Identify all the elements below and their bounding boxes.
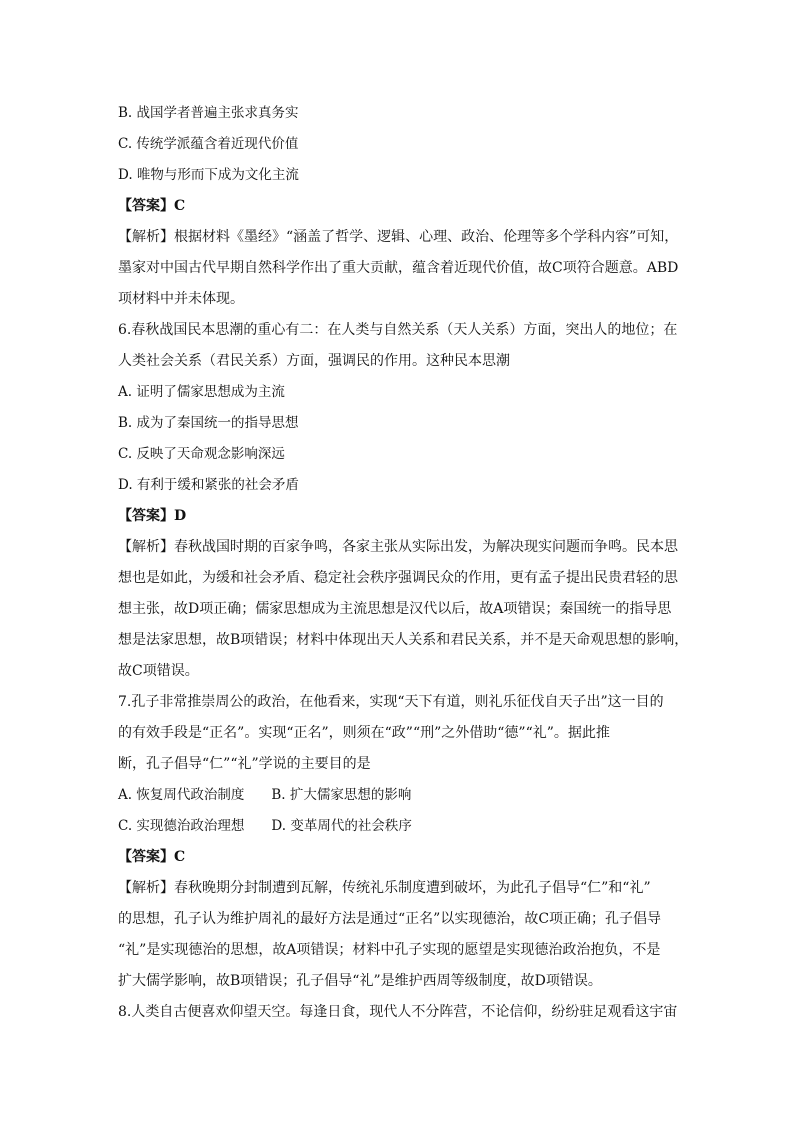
option-d: D. 唯物与形而下成为文化主流 (118, 167, 299, 183)
answer-7: 【答案】C (118, 849, 186, 865)
analysis-7-line-2: 的思想，孔子认为维护周礼的最好方法是通过“正名”以实现德治，故C项正确；孔子倡导 (118, 911, 662, 927)
question-7-line-3: 断，孔子倡导“仁”“礼”学说的主要目的是 (118, 756, 371, 772)
question-6-line-2: 人类社会关系（君民关系）方面，强调民的作用。这种民本思潮 (118, 353, 510, 369)
option-a: A. 证明了儒家思想成为主流 (118, 384, 285, 400)
analysis-7-line-1: 【解析】春秋晚期分封制遭到瓦解，传统礼乐制度遭到破坏，为此孔子倡导“仁”和“礼” (118, 880, 651, 896)
options-a-b: A. 恢复周代政治制度 B. 扩大儒家思想的影响 (118, 787, 412, 803)
analysis-6-line-4: 想是法家思想，故B项错误；材料中体现出天人关系和君民关系，并不是天命观思想的影响， (118, 632, 689, 648)
answer-6: 【答案】D (118, 508, 187, 524)
option-c: C. 传统学派蕴含着近现代价值 (118, 136, 299, 152)
question-6-line-1: 6.春秋战国民本思潮的重心有二：在人类与自然关系（天人关系）方面，突出人的地位；在 (118, 322, 678, 338)
options-c-d: C. 实现德治政治理想 D. 变革周代的社会秩序 (118, 818, 412, 834)
analysis-6-line-1: 【解析】春秋战国时期的百家争鸣，各家主张从实际出发，为解决现实问题而争鸣。民本思 (118, 539, 678, 555)
question-8-line-1: 8.人类自古便喜欢仰望天空。每逢日食，现代人不分阵营，不论信仰，纷纷驻足观看这宇宙 (118, 1004, 678, 1020)
question-7-line-2: 的有效手段是“正名”。实现“正名”，则须在“政”“刑”之外借助“德”“礼”。据此推 (118, 725, 610, 741)
option-c: C. 反映了天命观念影响深远 (118, 446, 285, 462)
analysis-6-line-3: 想主张，故D项正确；儒家思想成为主流思想是汉代以后，故A项错误；秦国统一的指导思 (118, 601, 672, 617)
analysis-5-line-2: 墨家对中国古代早期自然科学作出了重大贡献，蕴含着近现代价值，故C项符合题意。ABD (118, 260, 679, 276)
analysis-7-line-3: “礼”是实现德治的思想，故A项错误；材料中孔子实现的愿望是实现德治政治抱负，不是 (118, 942, 661, 958)
option-d: D. 有利于缓和紧张的社会矛盾 (118, 477, 299, 493)
answer-5: 【答案】C (118, 198, 186, 214)
analysis-6-line-2: 想也是如此，为缓和社会矛盾、稳定社会秩序强调民众的作用，更有孟子提出民贵君轻的思 (118, 570, 678, 586)
analysis-7-line-4: 扩大儒学影响，故B项错误；孔子倡导“礼”是维护西周等级制度，故D项错误。 (118, 973, 602, 989)
analysis-6-line-5: 故C项错误。 (118, 663, 199, 679)
analysis-5-line-1: 【解析】根据材料《墨经》“涵盖了哲学、逻辑、心理、政治、伦理等多个学科内容”可知， (118, 229, 679, 245)
option-b: B. 成为了秦国统一的指导思想 (118, 415, 299, 431)
question-7-line-1: 7.孔子非常推崇周公的政治，在他看来，实现“天下有道，则礼乐征伐自天子出”这一目的 (118, 694, 664, 710)
analysis-5-line-3: 项材料中并未体现。 (118, 291, 244, 307)
option-b: B. 战国学者普遍主张求真务实 (118, 105, 299, 121)
